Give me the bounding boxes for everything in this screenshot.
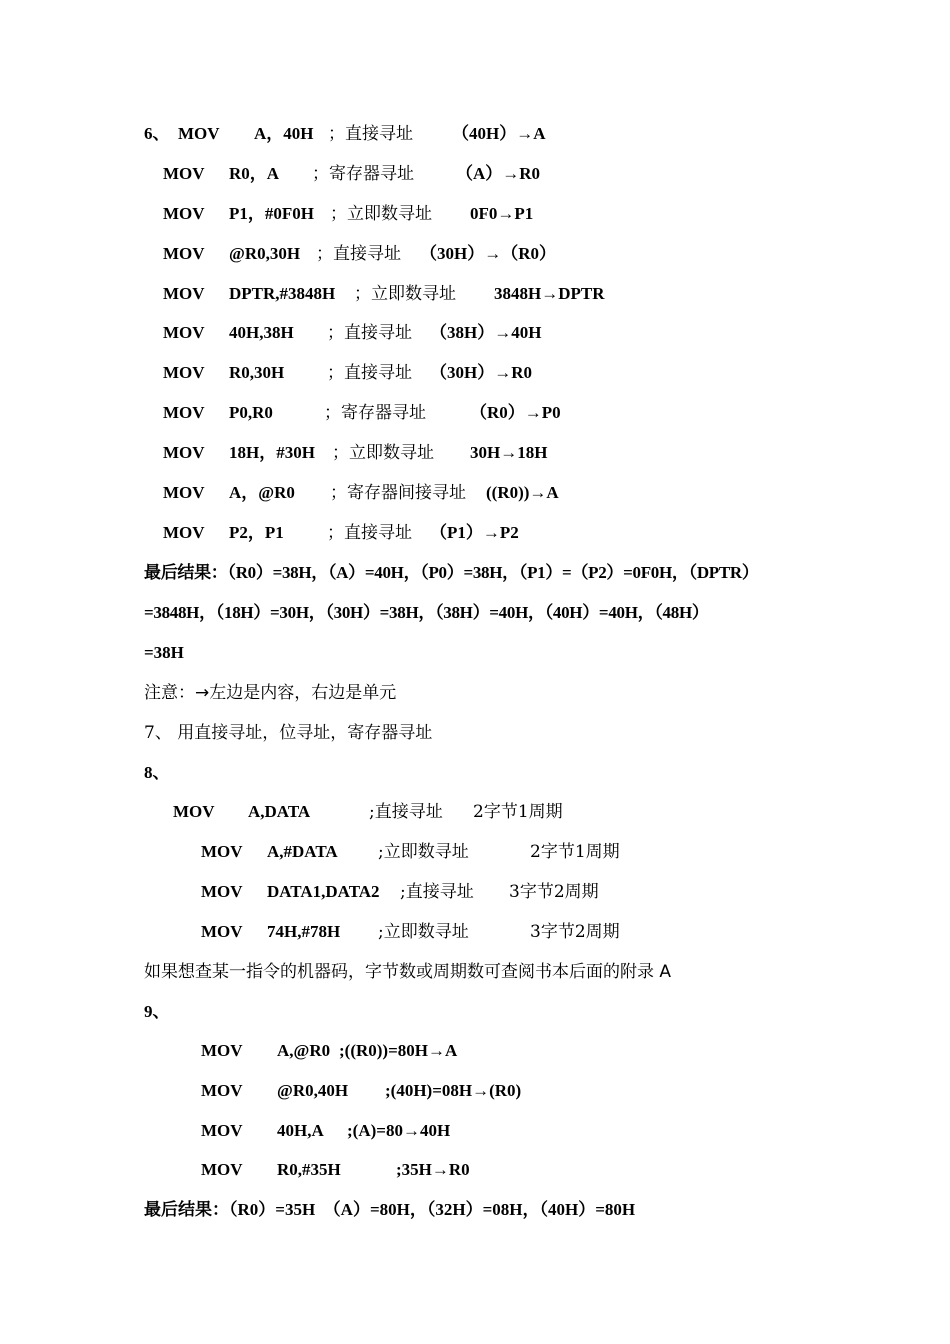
comment: ；寄存器寻址 <box>324 403 426 423</box>
q6-row-7 <box>0 362 950 384</box>
operands: 18H，#30H <box>229 443 315 462</box>
operands: 40H,38H <box>229 323 294 342</box>
bytes-cycles: 3字节2周期 <box>509 882 599 902</box>
q6-row-6 <box>0 322 950 344</box>
operands: 74H,#78H <box>267 922 341 941</box>
operands: A,DATA <box>248 802 311 821</box>
operands: 40H,A <box>277 1121 324 1140</box>
comment: ；寄存器间接寻址 <box>330 483 466 503</box>
operands: R0，A <box>229 164 280 183</box>
comment: ；立即数寻址 <box>354 284 456 304</box>
comment: ;立即数寻址 <box>378 922 469 942</box>
q8-row-3 <box>0 881 950 903</box>
comment: ；直接寻址 <box>327 363 412 383</box>
q9-result: 最后结果：（R0）=35H （A）=80H，（32H）=08H，（40H）=80H <box>144 1200 636 1219</box>
opcode: MOV <box>163 363 205 382</box>
opcode: MOV <box>163 323 205 342</box>
effect: （P1）→P2 <box>430 523 519 542</box>
opcode: MOV <box>163 483 205 502</box>
effect: 0F0→P1 <box>470 204 534 223</box>
opcode: MOV <box>201 842 243 861</box>
q8-label: 8、 <box>144 763 170 782</box>
opcode: MOV <box>163 244 205 263</box>
opcode: MOV <box>163 443 205 462</box>
operands: @R0,40H <box>277 1081 349 1100</box>
operands: R0,30H <box>229 363 285 382</box>
comment: ;直接寻址 <box>369 802 443 822</box>
comment: ;(A)=80→40H <box>347 1121 451 1140</box>
operands: DPTR,#3848H <box>229 284 336 303</box>
comment: ；立即数寻址 <box>332 443 434 463</box>
comment: ;(40H)=08H→(R0) <box>385 1081 522 1100</box>
opcode: MOV <box>201 922 243 941</box>
q9-row-4 <box>0 1159 950 1181</box>
operands: @R0,30H <box>229 244 301 263</box>
q6-note: 注意：→左边是内容，右边是单元 <box>144 683 397 703</box>
opcode: MOV <box>163 204 205 223</box>
effect: 30H→18H <box>470 443 548 462</box>
operands: P1，#0F0H <box>229 204 314 223</box>
q6-row-1 <box>0 123 950 145</box>
bytes-cycles: 3字节2周期 <box>530 922 620 942</box>
comment: ；寄存器寻址 <box>312 164 414 184</box>
bytes-cycles: 2字节1周期 <box>530 842 620 862</box>
effect: （38H）→40H <box>430 323 542 342</box>
q6-row-8 <box>0 402 950 424</box>
q6-result-line-2: =3848H，（18H）=30H，（30H）=38H，（38H）=40H，（40H）=40H，（48H） <box>144 603 709 622</box>
q7-text: 7、 用直接寻址，位寻址，寄存器寻址 <box>144 723 433 743</box>
q9-row-2 <box>0 1080 950 1102</box>
opcode: MOV <box>201 1081 243 1100</box>
operands: P0,R0 <box>229 403 273 422</box>
q9-row-1 <box>0 1040 950 1062</box>
operands: A，@R0 <box>229 483 295 502</box>
q6-result-line-1: 最后结果：（R0）=38H，（A）=40H，（P0）=38H，（P1）=（P2）=0F0H，（DPTR） <box>144 563 759 582</box>
opcode: MOV <box>201 1160 243 1179</box>
q6-row-11 <box>0 522 950 544</box>
effect: （30H）→（R0） <box>420 244 556 263</box>
opcode: MOV <box>163 523 205 542</box>
q8-row-4 <box>0 921 950 943</box>
comment: ；直接寻址 <box>328 124 413 144</box>
q6-row-4 <box>0 243 950 265</box>
comment: ；直接寻址 <box>316 244 401 264</box>
q6-label: 6、 <box>144 124 170 143</box>
comment: ；立即数寻址 <box>330 204 432 224</box>
comment: ;立即数寻址 <box>378 842 469 862</box>
bytes-cycles: 2字节1周期 <box>473 802 563 822</box>
effect: （30H）→R0 <box>430 363 532 382</box>
comment: ;直接寻址 <box>400 882 474 902</box>
operands: R0,#35H <box>277 1160 341 1179</box>
effect: （40H）→A <box>452 124 546 143</box>
effect: （R0）→P0 <box>470 403 561 422</box>
comment: ;((R0))=80H→A <box>339 1041 458 1060</box>
q6-row-3 <box>0 203 950 225</box>
opcode: MOV <box>201 1041 243 1060</box>
q6-row-5 <box>0 283 950 305</box>
opcode: MOV <box>163 284 205 303</box>
q9-row-3 <box>0 1120 950 1142</box>
comment: ；直接寻址 <box>327 523 412 543</box>
opcode: MOV <box>178 124 220 143</box>
q6-result-line-3: =38H <box>144 643 184 662</box>
effect: （A）→R0 <box>456 164 541 183</box>
q8-note: 如果想查某一指令的机器码，字节数或周期数可查阅书本后面的附录 A <box>144 962 672 982</box>
effect: ((R0))→A <box>486 483 559 502</box>
q8-row-2 <box>0 841 950 863</box>
operands: P2，P1 <box>229 523 284 542</box>
q6-row-2 <box>0 163 950 185</box>
comment: ;35H→R0 <box>396 1160 470 1179</box>
q8-row-1 <box>0 801 950 823</box>
operands: DATA1,DATA2 <box>267 882 380 901</box>
opcode: MOV <box>201 882 243 901</box>
operands: A,#DATA <box>267 842 338 861</box>
comment: ；直接寻址 <box>327 323 412 343</box>
q6-row-9 <box>0 442 950 464</box>
effect: 3848H→DPTR <box>494 284 605 303</box>
opcode: MOV <box>163 164 205 183</box>
opcode: MOV <box>163 403 205 422</box>
operands: A,@R0 <box>277 1041 331 1060</box>
q6-row-10 <box>0 482 950 504</box>
operands: A，40H <box>254 124 314 143</box>
q9-label: 9、 <box>144 1002 170 1021</box>
opcode: MOV <box>201 1121 243 1140</box>
opcode: MOV <box>173 802 215 821</box>
